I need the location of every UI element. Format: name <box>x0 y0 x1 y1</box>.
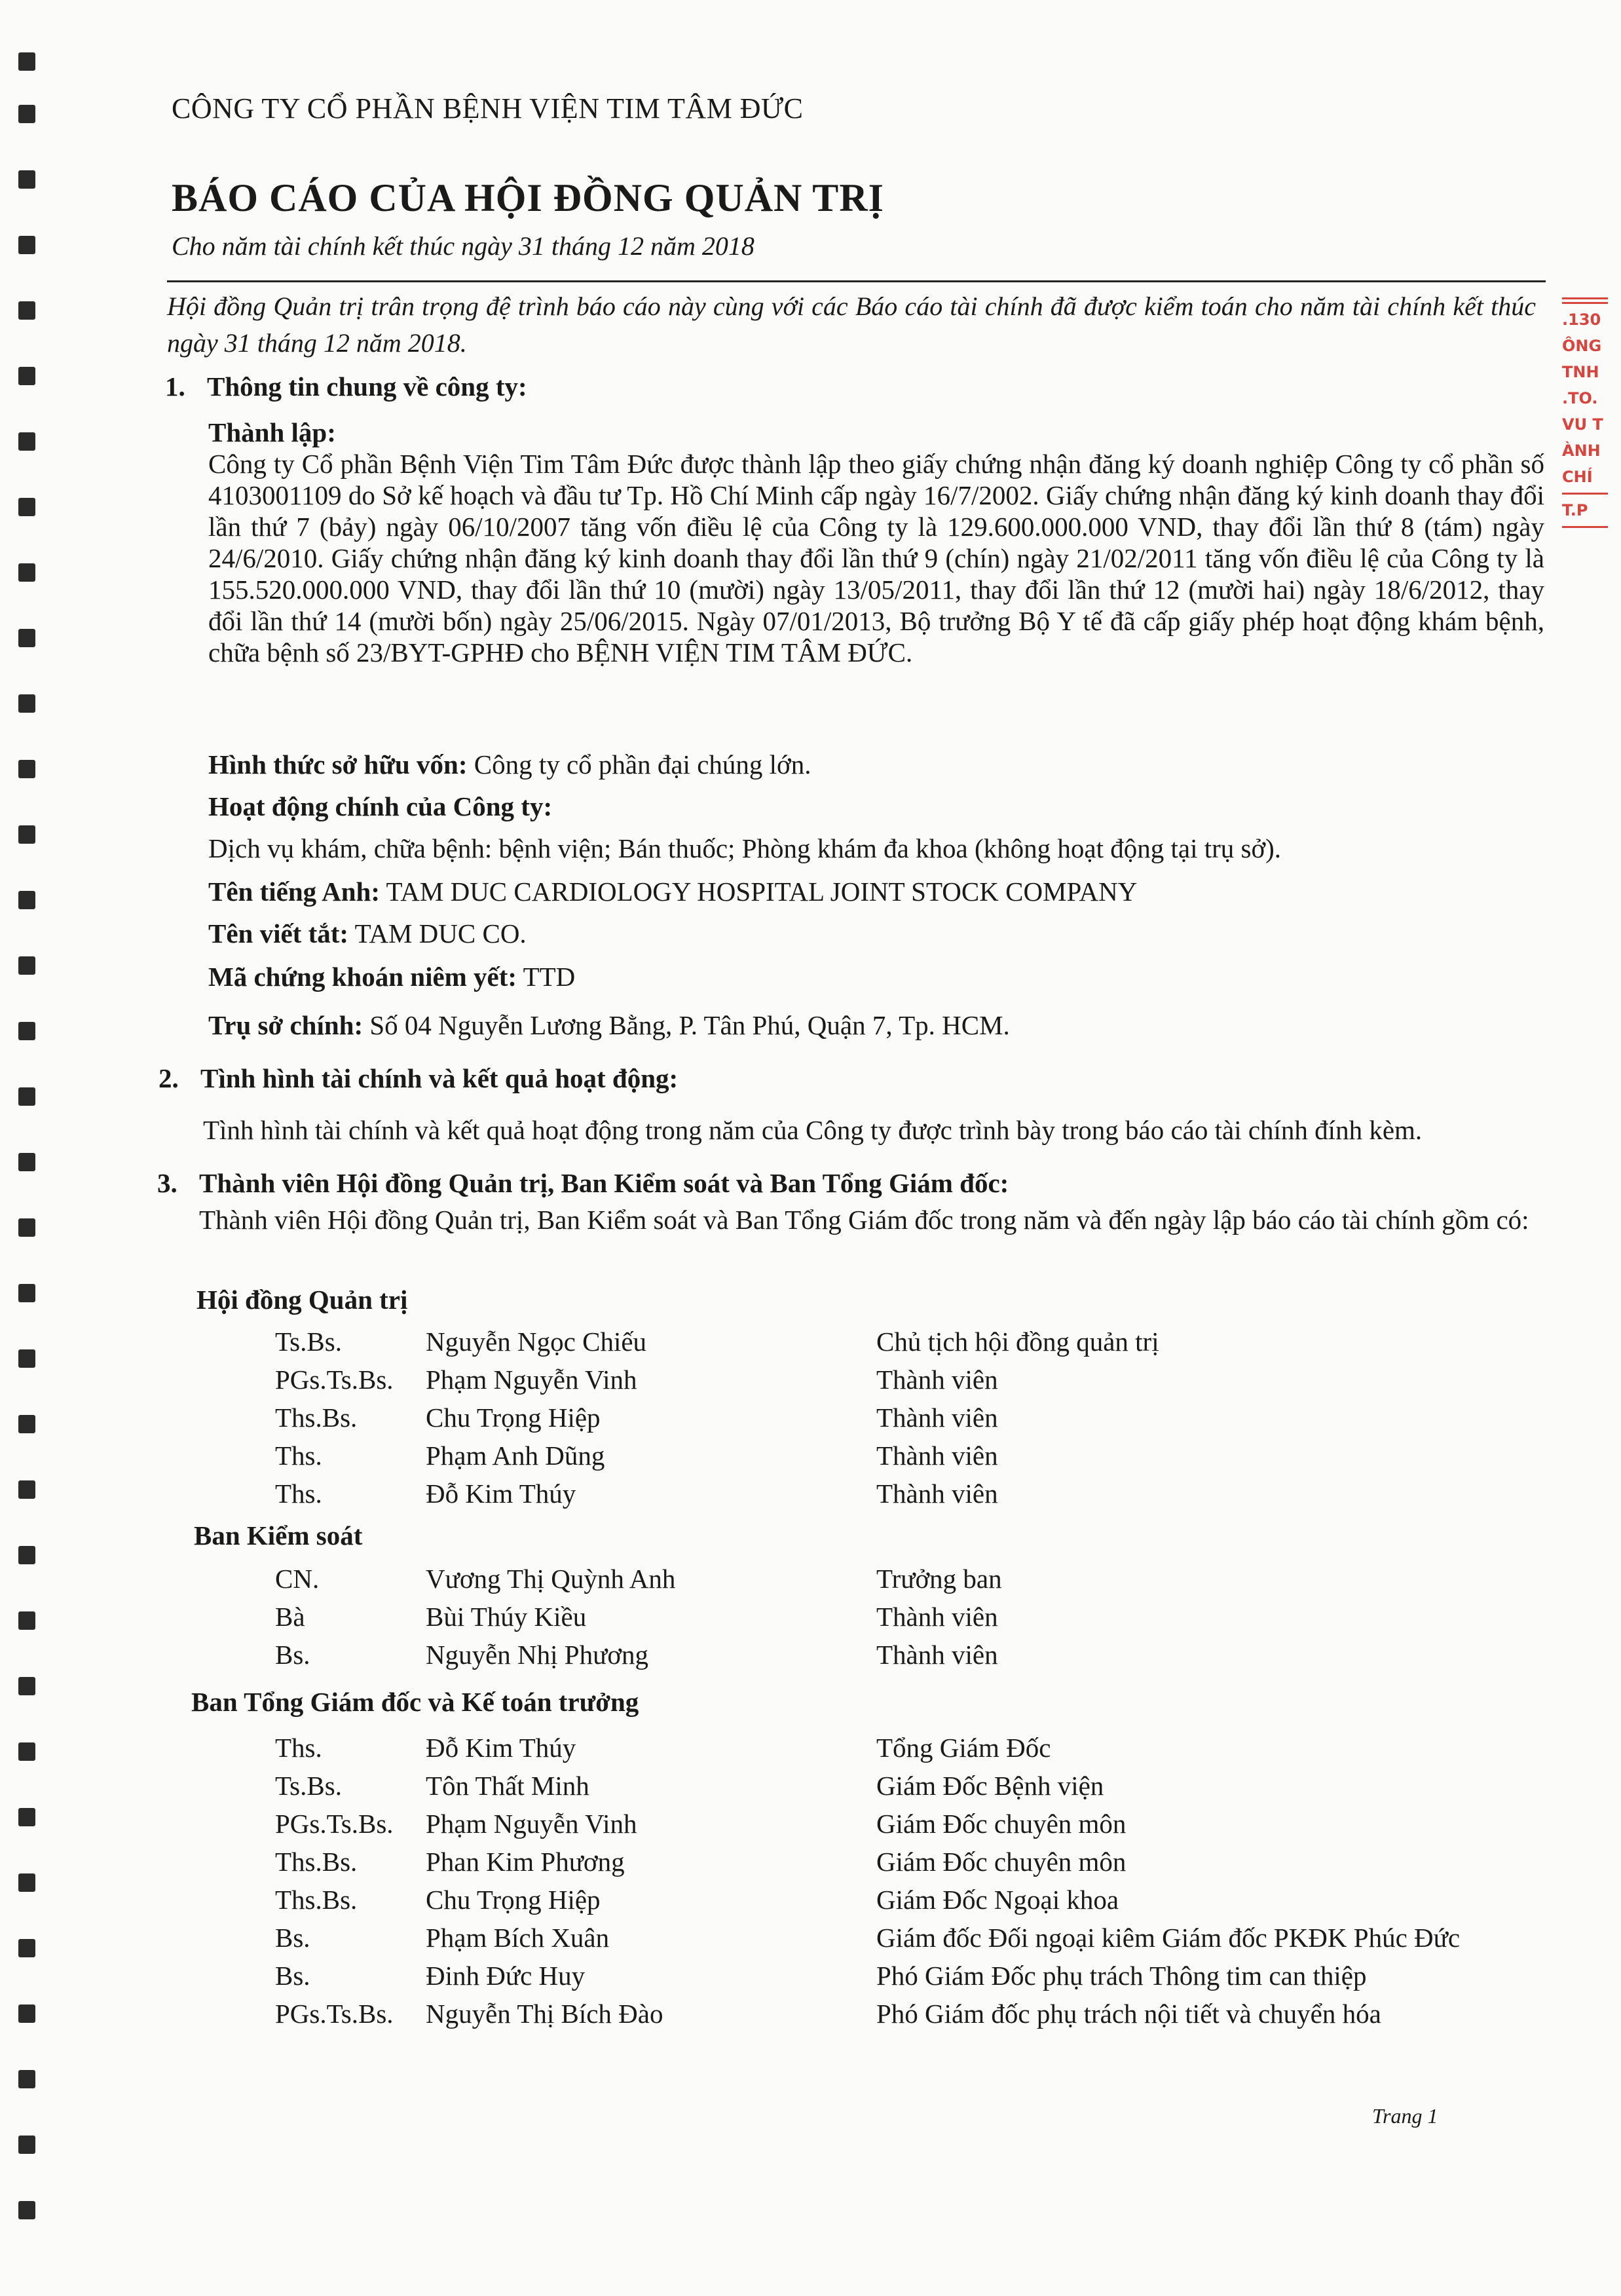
section-2-heading: 2. Tình hình tài chính và kết quả hoạt động: <box>158 1063 679 1093</box>
report-subtitle: Cho năm tài chính kết thúc ngày 31 tháng 12 năm 2018 <box>172 231 755 261</box>
board-label: Hội đồng Quản trị <box>196 1285 408 1315</box>
ownership-row: Hình thức sở hữu vốn: Công ty cổ phần đại chúng lớn. <box>208 749 811 780</box>
management-member: Ths. Đỗ Kim Thúy Tổng Giám Đốc <box>275 1733 1051 1763</box>
board-member: Ths.Bs. Chu Trọng Hiệp Thành viên <box>275 1402 998 1433</box>
supervisory-label: Ban Kiểm soát <box>194 1520 363 1551</box>
section-2-text: Tình hình tài chính và kết quả hoạt động trong năm của Công ty được trình bày trong báo cáo tài chính đính kèm. <box>203 1115 1423 1145</box>
stamp-line: VU T <box>1562 415 1603 434</box>
stamp-line: .TO. <box>1562 389 1598 407</box>
stamp-line: .130 <box>1562 311 1601 329</box>
management-member: Bs. Đinh Đức Huy Phó Giám Đốc phụ trách Thông tim can thiệp <box>275 1961 1367 1991</box>
management-member: Bs. Phạm Bích Xuân Giám đốc Đối ngoại kiêm Giám đốc PKĐK Phúc Đức <box>275 1923 1461 1953</box>
activity-value: Dịch vụ khám, chữa bệnh: bệnh viện; Bán thuốc; Phòng khám đa khoa (không hoạt động tại trụ sở). <box>208 833 1282 863</box>
stamp-line: ÔNG <box>1562 337 1602 355</box>
section-3-heading: 3. Thành viên Hội đồng Quản trị, Ban Kiểm soát và Ban Tổng Giám đốc: <box>157 1168 1009 1198</box>
stamp-line: CHÍ <box>1562 468 1593 486</box>
supervisory-member: CN. Vương Thị Quỳnh Anh Trưởng ban <box>275 1564 1002 1594</box>
establish-label: Thành lập: <box>208 417 336 447</box>
company-name: CÔNG TY CỔ PHẦN BỆNH VIỆN TIM TÂM ĐỨC <box>172 92 804 124</box>
management-member: PGs.Ts.Bs. Phạm Nguyễn Vinh Giám Đốc chuyên môn <box>275 1809 1127 1839</box>
board-member: PGs.Ts.Bs. Phạm Nguyễn Vinh Thành viên <box>275 1364 998 1395</box>
english-name-row: Tên tiếng Anh: TAM DUC CARDIOLOGY HOSPITAL JOINT STOCK COMPANY <box>208 876 1138 907</box>
stamp-line: TNH <box>1562 363 1599 381</box>
report-title: BÁO CÁO CỦA HỘI ĐỒNG QUẢN TRỊ <box>172 176 884 219</box>
stamp-line: ÀNH <box>1562 442 1601 460</box>
supervisory-member: Bs. Nguyễn Nhị Phương Thành viên <box>275 1640 998 1670</box>
establish-text: Công ty Cổ phần Bệnh Viện Tim Tâm Đức được thành lập theo giấy chứng nhận đăng ký doanh nghiệp Công ty cổ phần số 4103001109 do Sở kế hoạch và đầu tư Tp. Hồ Chí Minh cấp ngày 16/7/2002. Giấy chứng nhận đăng ký kinh doanh thay đổi lần thứ 7 (bảy) ngày 06/10/2007 tăng vốn điều lệ của Công ty là 129.600.000.000 VND, thay đổi lần thứ 8 (tám) ngày 24/6/2010. Giấy chứng nhận đăng ký kinh doanh thay đổi lần thứ 9 (chín) ngày 21/02/2011 tăng vốn điều lệ của Công ty là 155.520.000.000 VND, thay đổi lần thứ 10 (mười) ngày 13/05/2011, thay đổi lần thứ 12 (mười hai) ngày 18/6/2012, thay đổi lần thứ 14 (mười bốn) ngày 25/06/2015. Ngày 07/01/2013, Bộ trưởng Bộ Y tế đã cấp giấy phép hoạt động khám bệnh, chữa bệnh số 23/BYT-GPHĐ cho BỆNH VIỆN TIM TÂM ĐỨC. <box>208 449 1544 668</box>
intro-paragraph: Hội đồng Quản trị trân trọng đệ trình báo cáo này cùng với các Báo cáo tài chính đã được kiểm toán cho năm tài chính kết thúc ngày 31 tháng 12 năm 2018. <box>167 292 1536 358</box>
management-member: Ths.Bs. Chu Trọng Hiệp Giám Đốc Ngoại khoa <box>275 1885 1119 1915</box>
activity-label: Hoạt động chính của Công ty: <box>208 791 553 821</box>
red-stamp <box>1562 295 1621 596</box>
ticker-row: Mã chứng khoán niêm yết: TTD <box>208 962 576 992</box>
header-rule <box>167 280 1546 282</box>
page-number: Trang 1 <box>1372 2104 1438 2128</box>
management-member: Ths.Bs. Phan Kim Phương Giám Đốc chuyên môn <box>275 1847 1127 1877</box>
management-member: Ts.Bs. Tôn Thất Minh Giám Đốc Bệnh viện <box>275 1771 1104 1801</box>
section-3-text: Thành viên Hội đồng Quản trị, Ban Kiểm soát và Ban Tổng Giám đốc trong năm và đến ngày lập báo cáo tài chính gồm có: <box>199 1205 1529 1235</box>
supervisory-member: Bà Bùi Thúy Kiều Thành viên <box>275 1602 998 1632</box>
section-1-heading: 1. Thông tin chung về công ty: <box>165 371 527 402</box>
headquarters-row: Trụ sở chính: Số 04 Nguyễn Lương Bằng, P. Tân Phú, Quận 7, Tp. HCM. <box>208 1010 1010 1040</box>
board-member: Ths. Phạm Anh Dũng Thành viên <box>275 1440 998 1471</box>
short-name-row: Tên viết tắt: TAM DUC CO. <box>208 918 527 949</box>
management-member: PGs.Ts.Bs. Nguyễn Thị Bích Đào Phó Giám đốc phụ trách nội tiết và chuyển hóa <box>275 1999 1381 2029</box>
management-label: Ban Tổng Giám đốc và Kế toán trưởng <box>191 1687 639 1717</box>
board-member: Ts.Bs. Nguyễn Ngọc Chiếu Chủ tịch hội đồng quản trị <box>275 1327 1159 1357</box>
board-member: Ths. Đỗ Kim Thúy Thành viên <box>275 1478 998 1509</box>
stamp-line: T.P <box>1562 501 1588 519</box>
